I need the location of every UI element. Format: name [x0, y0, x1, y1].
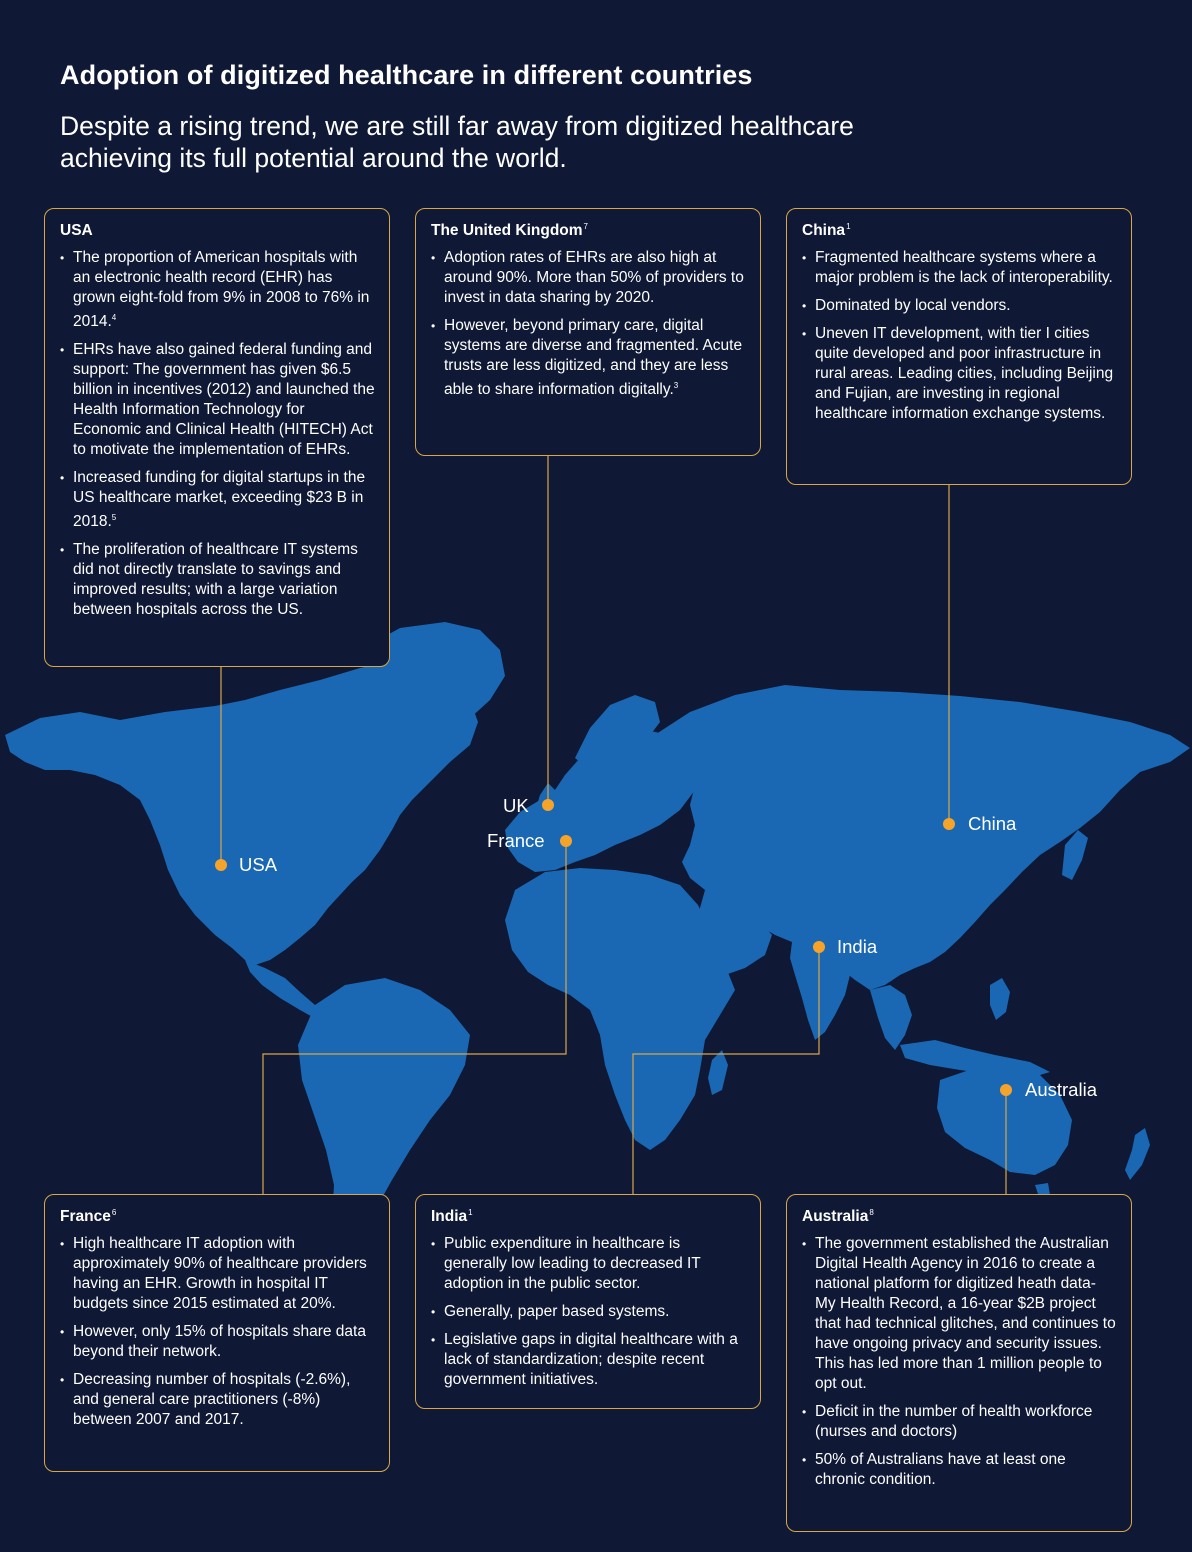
info-box-france [44, 1194, 390, 1472]
bullet-item: • High healthcare IT adoption with approximately 90% of healthcare providers having an EHR. Growth in hospital IT budgets since 2015 estimated at 20%. [60, 1234, 375, 1314]
map-label-china: China [968, 813, 1017, 834]
dot-india[interactable] [813, 941, 825, 953]
map-label-australia: Australia [1025, 1079, 1097, 1100]
info-box-uk [415, 208, 761, 456]
bullet-item: • However, beyond primary care, digital systems are diverse and fragmented. Acute trusts are less digitized, and they are less able to share information digitally.$^3$ [431, 316, 746, 400]
bullet-item: • The government established the Australian Digital Health Agency in 2016 to create a national platform for digitized heath data- My Health Record, a 16-year $2B project that had technical glitches, and continues to have ongoing privacy and security issues. This has led more than 1 million people to opt out. [802, 1234, 1117, 1394]
bullet-item: • 50% of Australians have at least one chronic condition. [802, 1450, 1117, 1490]
dot-usa[interactable] [215, 859, 227, 871]
bullet-item: • Increased funding for digital startups in the US healthcare market, exceeding $23 B in 2018.$^5$ [60, 468, 375, 532]
map-label-uk: UK [503, 795, 529, 816]
bullet-list [802, 248, 1117, 424]
bullet-item: • Decreasing number of hospitals (-2.6%), and general care practitioners (-8%) between 2007 and 2017. [60, 1370, 375, 1430]
bullet-item: • Dominated by local vendors. [802, 296, 1117, 316]
info-box-india [415, 1194, 761, 1409]
info-box-heading: Australia$^8$ [802, 1208, 874, 1226]
info-box-heading: The United Kingdom$^7$ [431, 222, 588, 240]
bullet-item: • Legislative gaps in digital healthcare with a lack of standardization; despite recent government initiatives. [431, 1330, 746, 1390]
bullet-item: • Deficit in the number of health workforce (nurses and doctors) [802, 1402, 1117, 1442]
info-box-heading: China$^1$ [802, 222, 851, 240]
map-label-india: India [837, 936, 878, 957]
landmass-new-zealand [1125, 1128, 1150, 1180]
bullet-list [431, 248, 746, 400]
landmass-indochina [870, 985, 912, 1050]
bullet-item: • Fragmented healthcare systems where a major problem is the lack of interoperability. [802, 248, 1117, 288]
map-label-france: France [487, 830, 545, 851]
dot-uk[interactable] [542, 799, 554, 811]
bullet-item: • EHRs have also gained federal funding and support: The government has given $6.5 billion in incentives (2012) and launched the Health Information Technology for Economic and Clinical Health (HITECH) Act to motivate the implementation of EHRs. [60, 340, 375, 460]
bullet-item: • Public expenditure in healthcare is generally low leading to decreased IT adoption in the public sector. [431, 1234, 746, 1294]
bullet-item: • However, only 15% of hospitals share data beyond their network. [60, 1322, 375, 1362]
bullet-list [60, 248, 375, 620]
bullet-list [431, 1234, 746, 1390]
info-box-heading: India$^1$ [431, 1208, 473, 1226]
landmass-madagascar [708, 1050, 728, 1095]
dot-france[interactable] [560, 835, 572, 847]
page-title: Adoption of digitized healthcare in different countries [60, 60, 753, 90]
bullet-list [802, 1234, 1117, 1490]
info-box-heading: France$^6$ [60, 1208, 117, 1226]
bullet-item: • Adoption rates of EHRs are also high at around 90%. More than 50% of providers to invest in data sharing by 2020. [431, 248, 746, 308]
bullet-list [60, 1234, 375, 1430]
info-box-china [786, 208, 1132, 485]
dot-australia[interactable] [1000, 1084, 1012, 1096]
bullet-item: • Uneven IT development, with tier I cities quite developed and poor infrastructure in rural areas. Leading cities, including Beijing and Fujian, are investing in regional healthcare information exchange systems. [802, 324, 1117, 424]
info-box-australia [786, 1194, 1132, 1532]
bullet-item: • The proportion of American hospitals with an electronic health record (EHR) has grown eight-fold from 9% in 2008 to 76% in 2014.$^4$ [60, 248, 375, 332]
map-label-usa: USA [239, 854, 278, 875]
bullet-item: • The proliferation of healthcare IT systems did not directly translate to savings and improved results; with a large variation between hospitals across the US. [60, 540, 375, 620]
page-subtitle: Despite a rising trend, we are still far away from digitized healthcare achieving its full potential around the world. [60, 111, 854, 173]
info-box-usa [44, 208, 390, 667]
info-box-heading: USA [60, 222, 93, 239]
dot-china[interactable] [943, 818, 955, 830]
bullet-item: • Generally, paper based systems. [431, 1302, 746, 1322]
landmass-philippines [990, 978, 1010, 1020]
